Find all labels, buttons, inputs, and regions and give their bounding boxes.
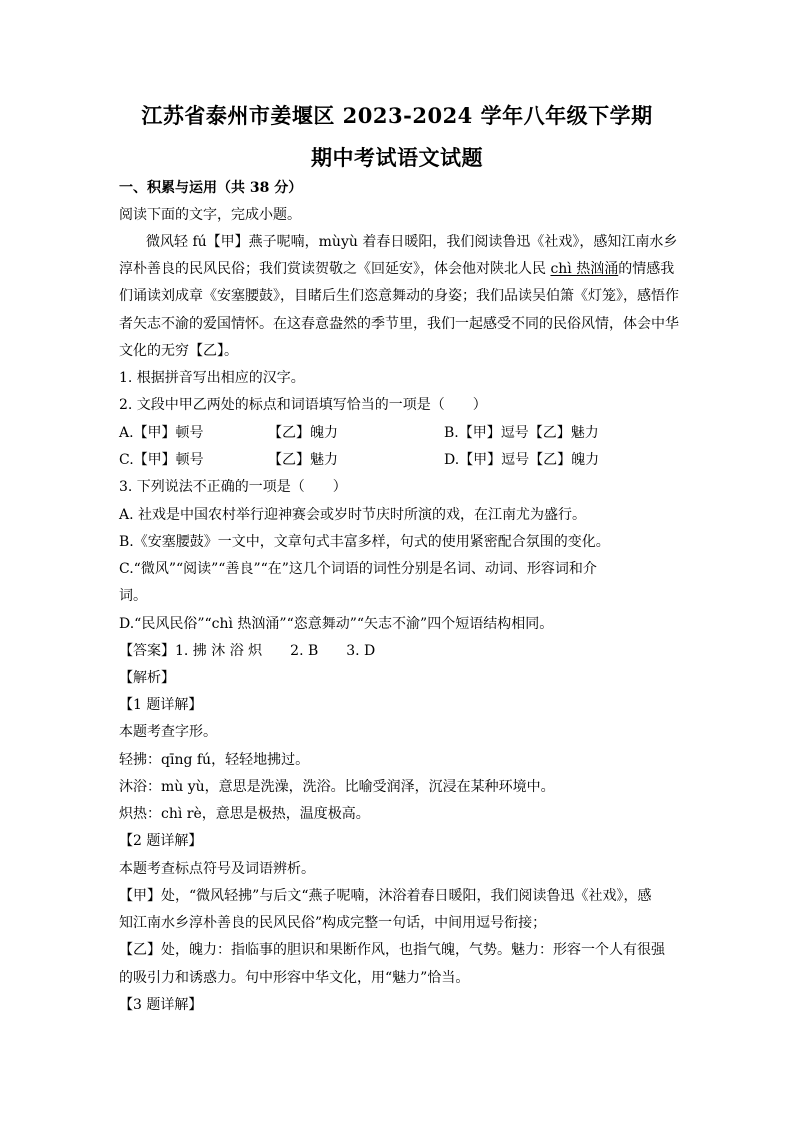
detail-1-line-3: 沐浴：mù yù，意思是洗澡，洗浴。比喻受润泽，沉浸在某种环境中。 <box>119 779 555 795</box>
title-line-1: 江苏省泰州市姜堰区 2023-2024 学年八年级下学期 <box>141 103 653 128</box>
q2-option-d: D.【甲】逗号【乙】魄力 <box>444 452 600 468</box>
detail-2-line-4: 【乙】处，魄力：指临事的胆识和果断作风，也指气魄，气势。魅力：形容一个人有很强 <box>119 942 665 958</box>
title-line-2: 期中考试语文试题 <box>311 145 483 170</box>
passage-line-2 <box>119 259 674 279</box>
q2-option-a-2: 【乙】魄力 <box>268 425 338 441</box>
q2-option-c-1: C.【甲】顿号 <box>119 452 204 468</box>
passage-line-4: 者矢志不渝的爱国情怀。在这春意盎然的季节里，我们一起感受不同的民俗风情，体会中华 <box>119 316 679 332</box>
detail-2-line-1: 本题考查标点符号及词语辨析。 <box>119 861 315 877</box>
answer: 【答案】1. 拂 沐 浴 炽 2. B 3. D <box>119 643 376 659</box>
instruction: 阅读下面的文字，完成小题。 <box>119 207 301 223</box>
section-heading: 一、积累与运用（共 38 分） <box>119 180 303 196</box>
detail-1-heading: 【1 题详解】 <box>119 697 203 713</box>
detail-2-line-5: 的吸引力和诱惑力。句中形容中华文化，用“魅力”恰当。 <box>119 970 470 986</box>
detail-1-line-1: 本题考查字形。 <box>119 724 217 740</box>
passage-line-2-a: 淳朴善良的民风民俗；我们赏读贺敬之《回延安》，体会他对陕北人民 <box>119 261 551 277</box>
passage-underlined-pinyin: chì 热汹涌 <box>550 261 619 277</box>
detail-3-heading: 【3 题详解】 <box>119 997 203 1013</box>
passage-line-1: 微风轻 fú【甲】燕子呢喃，mùyù 着春日暖阳，我们阅读鲁迅《社戏》，感知江南水乡 <box>146 234 678 250</box>
q3-option-b: B.《安塞腰鼓》一文中，文章句式丰富多样，句式的使用紧密配合氛围的变化。 <box>119 534 610 550</box>
q2-option-b: B.【甲】逗号【乙】魅力 <box>444 425 599 441</box>
q2-options-row-1 <box>119 423 679 443</box>
passage-line-5: 文化的无穷【乙】。 <box>119 343 238 359</box>
question-3: 3. 下列说法不正确的一项是（ ） <box>119 479 347 495</box>
q3-option-c-line-2: 词。 <box>119 588 147 604</box>
analysis-heading: 【解析】 <box>119 670 175 686</box>
q2-option-c-2: 【乙】魅力 <box>268 452 338 468</box>
q2-options-row-2 <box>119 450 679 470</box>
detail-2-heading: 【2 题详解】 <box>119 833 203 849</box>
q3-option-c-line-1: C.“微风”“阅读”“善良”“在”这几个词语的词性分别是名词、动词、形容词和介 <box>119 561 597 577</box>
detail-2-line-2: 【甲】处，“微风轻拂”与后文“燕子呢喃，沐浴着春日暖阳，我们阅读鲁迅《社戏》，感 <box>119 888 652 904</box>
passage-line-2-b: 的情感我 <box>618 261 675 277</box>
passage-line-3: 们诵读刘成章《安塞腰鼓》，目睹后生们恣意舞动的身姿；我们品读吴伯箫《灯笼》，感悟作 <box>119 288 679 304</box>
question-1: 1. 根据拼音写出相应的汉字。 <box>119 370 305 386</box>
detail-2-line-3: 知江南水乡淳朴善良的民风民俗”构成完整一句话，中间用逗号衔接； <box>119 915 547 931</box>
question-2: 2. 文段中甲乙两处的标点和词语填写恰当的一项是（ ） <box>119 397 487 413</box>
detail-1-line-2: 轻拂：qīng fú，轻轻地拂过。 <box>119 752 310 768</box>
detail-1-line-4: 炽热：chì rè，意思是极热，温度极高。 <box>119 806 370 822</box>
q3-option-d: D.“民风民俗”“chì 热汹涌”“恣意舞动”“矢志不渝”四个短语结构相同。 <box>119 616 554 632</box>
q3-option-a: A. 社戏是中国农村举行迎神赛会或岁时节庆时所演的戏，在江南尤为盛行。 <box>119 507 587 523</box>
q2-option-a-1: A.【甲】顿号 <box>119 425 204 441</box>
